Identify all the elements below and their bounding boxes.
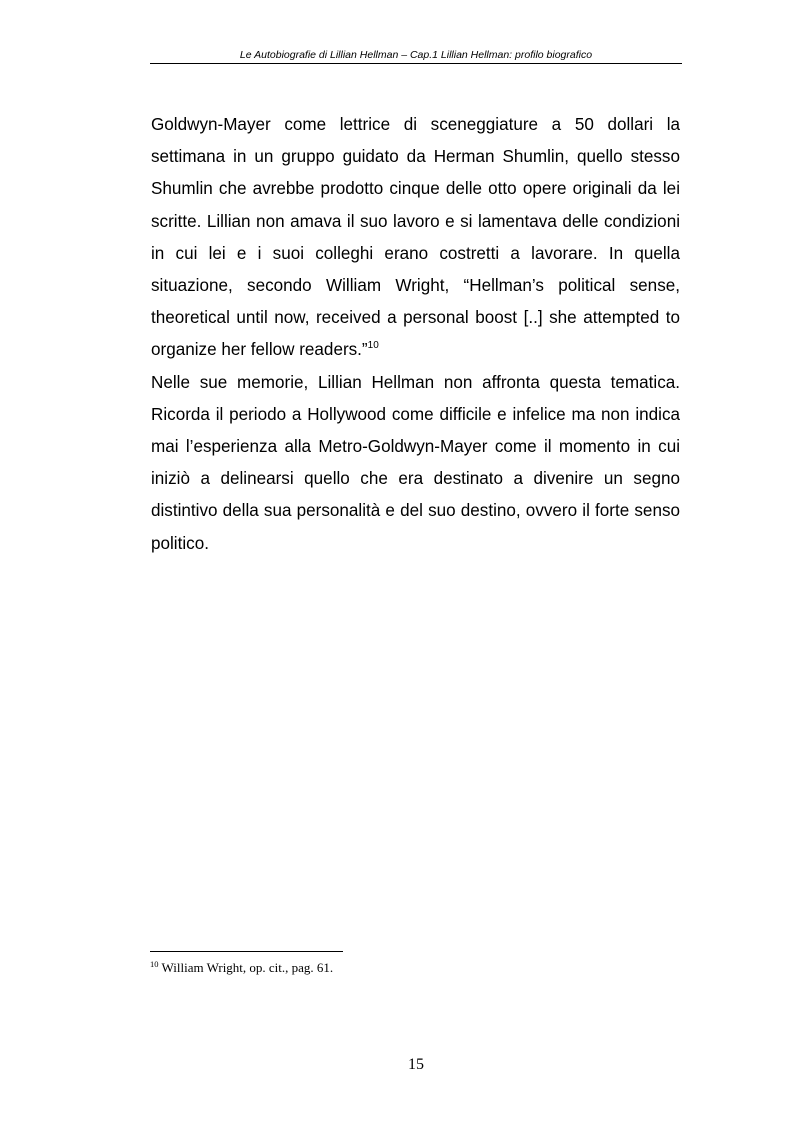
header-rule	[150, 63, 682, 64]
footnote-rule	[150, 951, 343, 952]
footnote-10	[150, 960, 333, 976]
footnote-text: William Wright, op. cit., pag. 61.	[158, 960, 334, 975]
page-number: 15	[408, 1056, 424, 1073]
footnote-reference[interactable]: 10	[367, 340, 379, 352]
footnote-number: 10	[150, 959, 159, 969]
body-text	[151, 109, 680, 560]
running-header: Le Autobiografie di Lillian Hellman – Cap.1 Lillian Hellman: profilo biografico	[239, 49, 593, 61]
paragraph-1-text: Goldwyn-Mayer come lettrice di sceneggiature a 50 dollari la settimana in un gruppo guidato da Herman Shumlin, quello stesso Shumlin che avrebbe prodotto cinque delle otto opere originali da lei scritte. Lillian non amava il suo lavoro e si lamentava delle condizioni in cui lei e i suoi colleghi erano costretti a lavorare. In quella situazione, secondo William Wright, “Hellman’s political sense, theoretical until now, received a personal boost [..] she attempted to organize her fellow readers.”	[151, 115, 680, 360]
paragraph-1	[151, 109, 680, 367]
paragraph-2: Nelle sue memorie, Lillian Hellman non affronta questa tematica. Ricorda il periodo a Hollywood come difficile e infelice ma non indica mai l’esperienza alla Metro-Goldwyn-Mayer come il momento in cui iniziò a delinearsi quello che era destinato a divenire un segno distintivo della sua personalità e del suo destino, ovvero il forte senso politico.	[151, 372, 680, 553]
